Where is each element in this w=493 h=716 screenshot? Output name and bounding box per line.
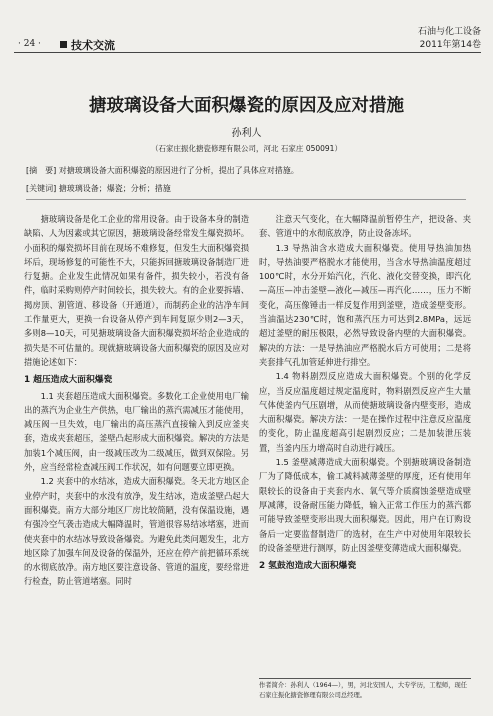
author-footnote: 作者简介：孙利人（1964—），男，河北安国人，大专学历，工程师，现任石家庄振化搪瓷修理有限公司总经理。 — [259, 682, 468, 699]
body-paragraph: 1.1 夹套超压造成大面积爆瓷。多数化工企业使用电厂输出的蒸汽为企业生产供热，电厂输出的蒸汽需减压才能使用，减压阀一旦失效，电厂输出的高压蒸汽直接输入到反应釜夹套，造成夹套超压，釜壁凸起形成大面积爆瓷。解决的方法是加装1个减压阀，由一级减压改为二级减压，做到双保险。另外，应当经常检查减压阀工作状况，如有问题要立即更换。 — [24, 390, 249, 473]
author-affiliation: （石家庄振化搪瓷修理有限公司，河北 石家庄 050091） — [151, 144, 342, 153]
journal-issue: 2011年第14卷 — [419, 40, 481, 50]
keywords-text: 搪玻璃设备；爆瓷；分析；措施 — [58, 184, 171, 193]
abstract-label: [摘 要] — [26, 166, 57, 175]
body-paragraph: 1.3 导热油含水造成大面积爆瓷。使用导热油加热时，导热油要严格脱水才能使用，当含水导热油温度超过100℃时，水分开始汽化，汽化、液化交替变换，即汽化—高压—冲击釜壁—液化—减压—再汽化……，压力不断变化，高压像锤击一样反复作用到釜壁，造成釜壁变形。当油温达230℃时，饱和蒸汽压力可达到2.8MPa，远远超过釜壁的耐压极限，必然导致设备内壁的大面积爆瓷。解决的方法：一是导热油应严格脱水后方可使用；二是将夹套排气孔加管延伸进行排空。 — [259, 242, 471, 367]
abstract — [26, 165, 299, 176]
section-square-icon — [60, 41, 67, 48]
section-heading: 2 氢鼓泡造成大面积爆瓷 — [259, 561, 357, 572]
page-number: · 24 · — [18, 39, 41, 49]
section-label — [60, 37, 115, 53]
abstract-text: 对搪玻璃设备大面积爆瓷的原因进行了分析，提出了具体应对措施。 — [58, 166, 299, 175]
keywords — [26, 183, 171, 194]
left-column — [24, 212, 249, 589]
body-paragraph: 1.4 物料剧烈反应造成大面积爆瓷。个别的化学反应，当反应温度超过规定温度时，物料剧烈反应产生大量气体使釜内气压剧增，从而使搪玻璃设备内壁变形，造成大面积爆瓷。解决方法：一是在操作过程中注意反应温度的变化，防止温度超高引起剧烈反应；二是加装泄压装置，当釜内压力增高时自动进行减压。 — [259, 371, 471, 453]
section-text: 技术交流 — [71, 39, 115, 52]
journal-name: 石油与化工设备 — [417, 27, 481, 37]
body-paragraph: 搪玻璃设备是化工企业的常用设备。由于设备本身的制造缺陷、人为因素或其它原因，搪玻璃设备经常发生爆瓷损坏。小面积的爆瓷损坏目前在现场不难修复，但发生大面积爆瓷损坏后，现场修复的可能性不大，只能拆回搪玻璃设备制造厂进行复搪。企业发生此情况如果有备件，损失较小，若没有备件，临时采购则停产时间较长，损失较大。有的企业要拆墙、揭房顶、割管道、移设备（开通道），而制药企业的洁净车间工作量更大，更换一台设备从停产到车间复原少则2—3天，多则8—10天，可见搪玻璃设备大面积爆瓷损坏给企业造成的损失是不可估量的。现就搪玻璃设备大面积爆瓷的原因及应对措施论述如下： — [24, 214, 249, 367]
body-paragraph: 1.5 釜壁减薄造成大面积爆瓷。个别搪玻璃设备制造厂为了降低成本，偷工减料减薄釜壁的厚度，还有使用年限较长的设备由于夹套内水、氧气等介质腐蚀釜壁造成壁厚减薄，设备耐压能力降低，输入正常工作压力的蒸汽都可能导致釜壁变形出现大面积爆瓷。因此，用户在订购设备后一定要监督制造厂的选材，在生产中对使用年限较长的设备釜壁进行测厚，防止因釜壁变薄造成大面积爆瓷。 — [259, 457, 471, 553]
body-paragraph: 1.2 夹套中的水结冰，造成大面积爆瓷。冬天北方地区企业停产时，夹套中的水没有放净，发生结冰，造成釜壁凸起大面积爆瓷。南方大部分地区厂房比较简陋，没有保温设施，遇有强冷空气袭击造成大幅降温时，管道很容易结冰堵塞，进而使夹套中的水结冰导致设备爆瓷。为避免此类问题发生，北方地区除了加强车间及设备的保温外，还应在停产前把循环系统的水彻底放净。南方地区要注意设备、管道的温度，要经常进行检查，防止管道堵塞。同时 — [24, 476, 249, 587]
footnote-rule — [259, 678, 471, 679]
right-column — [259, 212, 471, 574]
abstract-rule — [26, 199, 466, 200]
article-author: 孙利人 — [231, 128, 262, 139]
body-paragraph: 注意天气变化，在大幅降温前暂停生产，把设备、夹套、管道中的水彻底放净，防止设备冻坏。 — [259, 214, 471, 239]
header-rule — [14, 52, 481, 53]
keywords-label: [关键词] — [26, 184, 57, 193]
article-title: 搪玻璃设备大面积爆瓷的原因及应对措施 — [89, 96, 404, 116]
section-heading: 1 超压造成大面积爆瓷 — [24, 375, 113, 386]
